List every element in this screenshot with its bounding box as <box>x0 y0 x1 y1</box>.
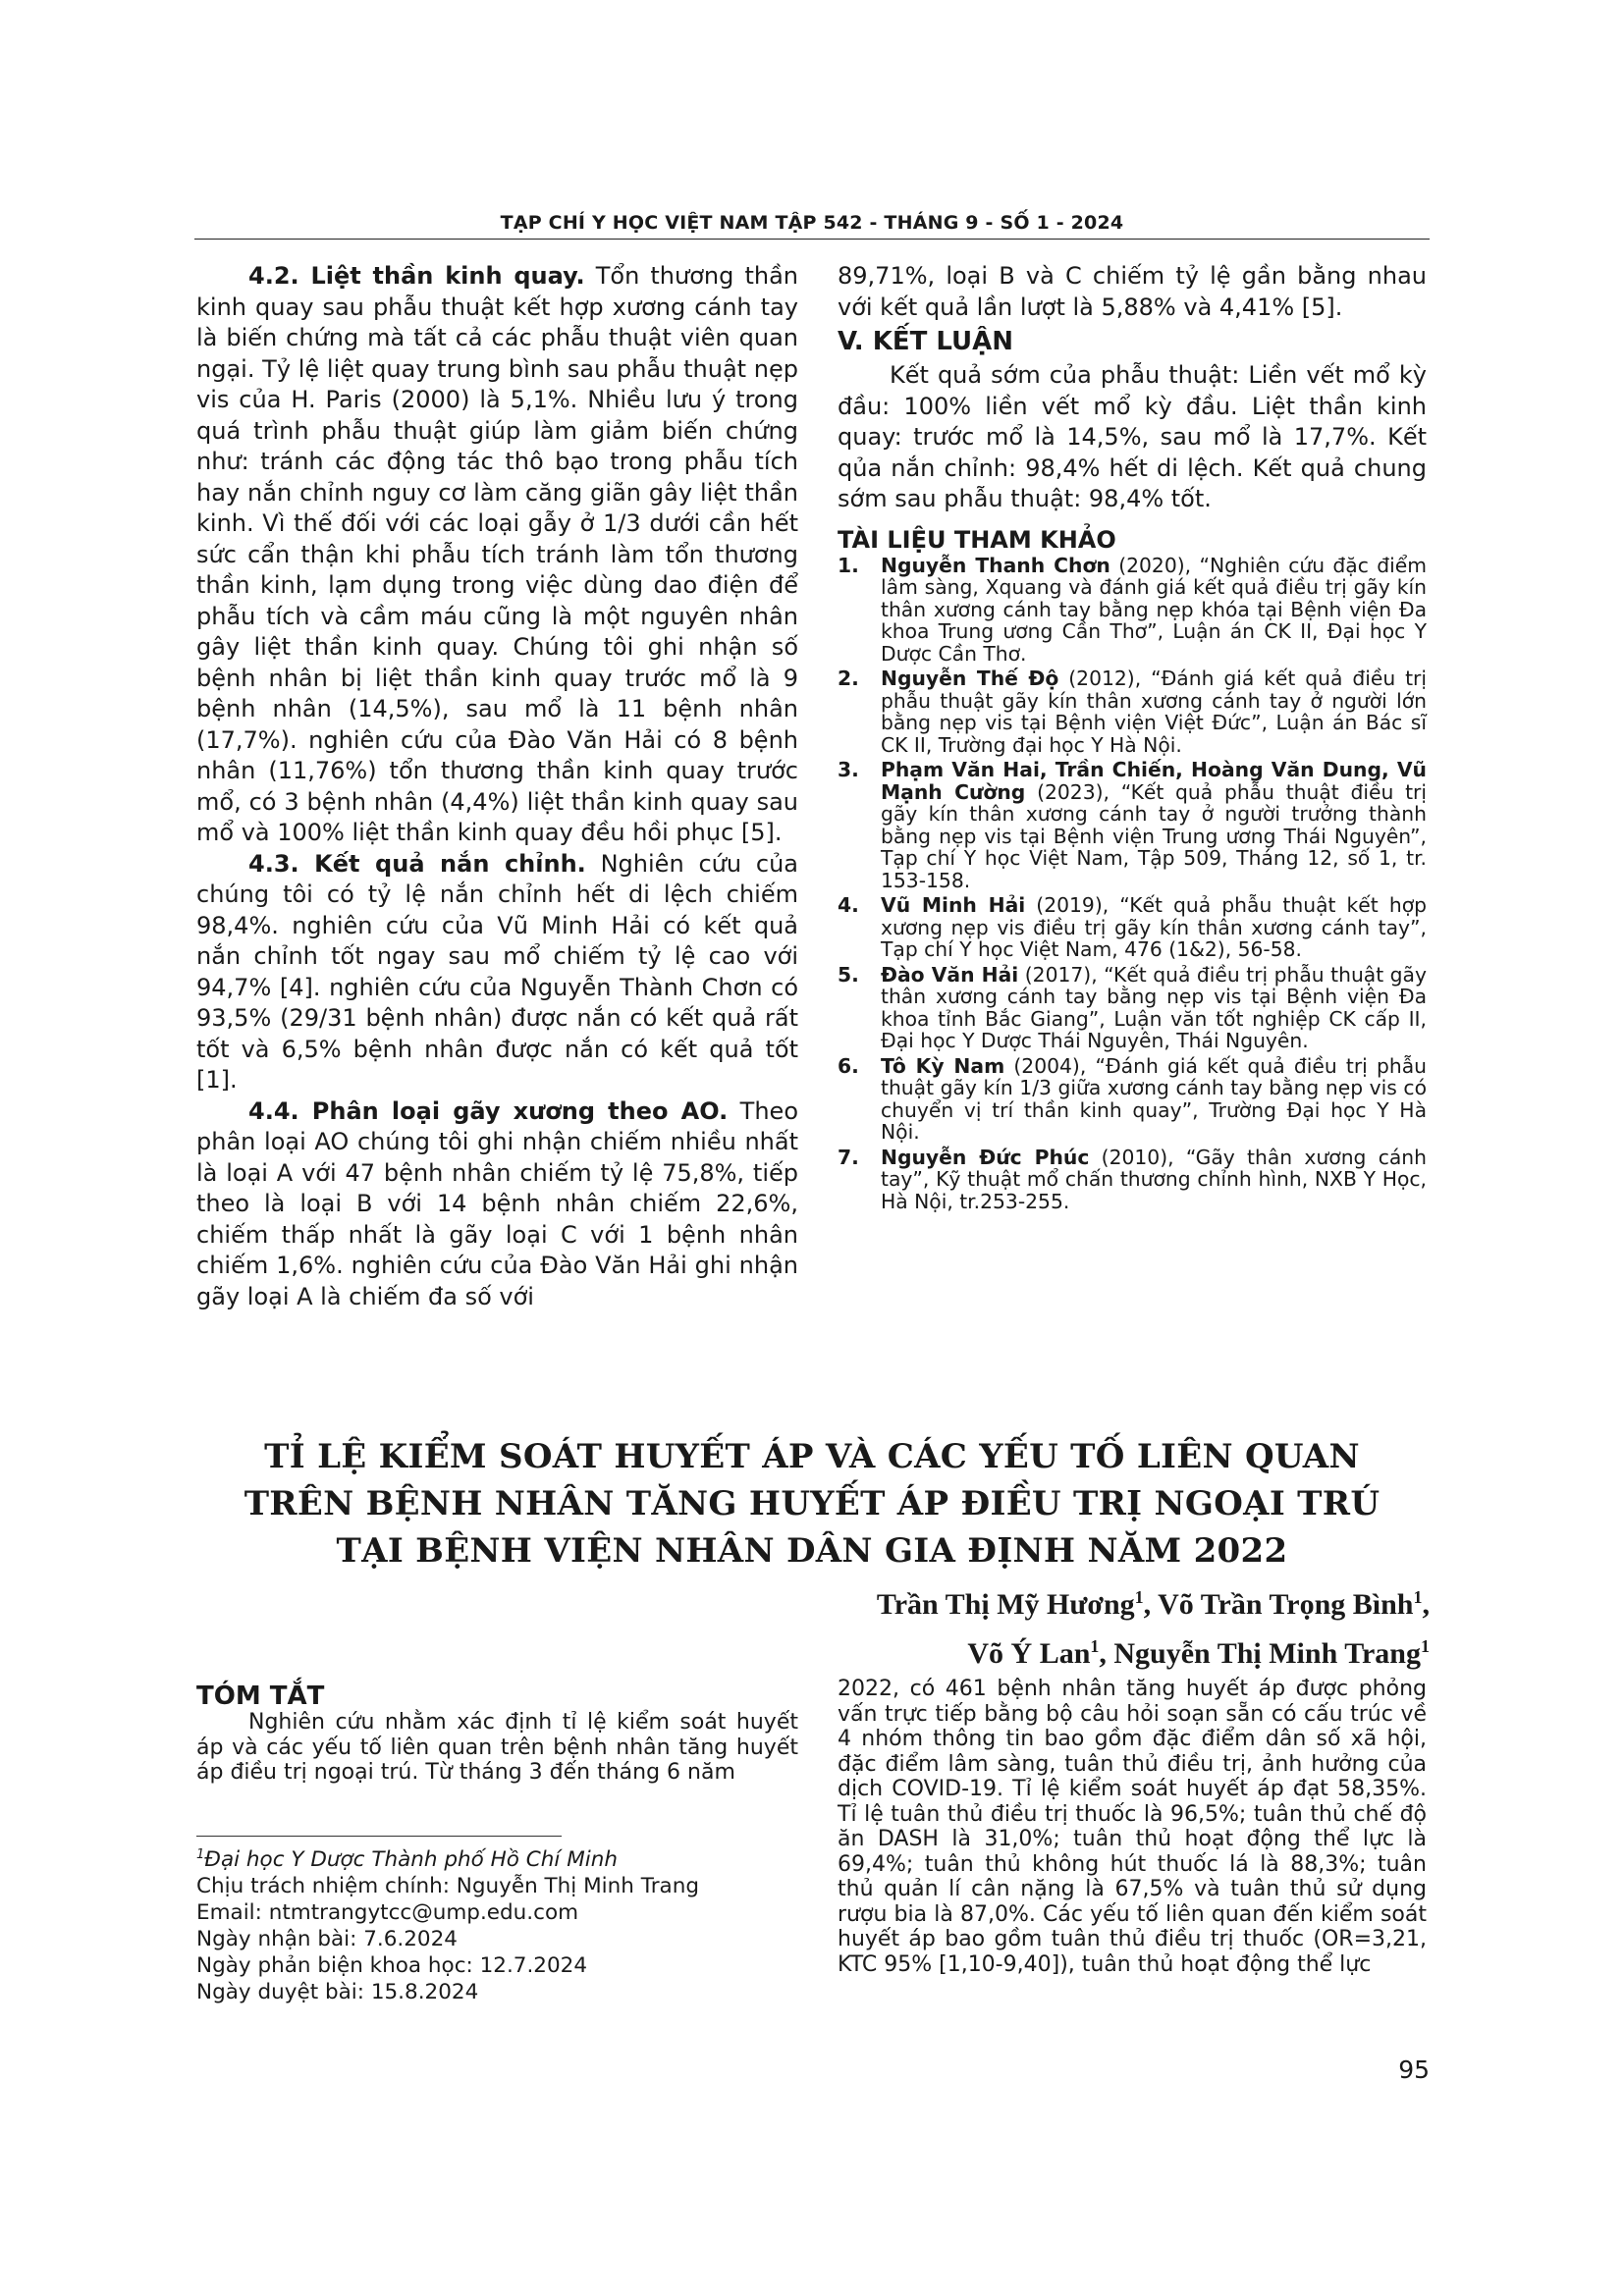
author-separator: , <box>1422 1588 1430 1621</box>
reference-number: 2. <box>838 667 859 690</box>
page-number: 95 <box>1398 2056 1430 2084</box>
author-separator: , <box>1143 1588 1159 1621</box>
section-4-3-body: Nghiên cứu của chúng tôi có tỷ lệ nắn chỉnh hết di lệch chiếm 98,4%. nghiên cứu của Vũ Minh Hải có kết quả nắn chỉnh tốt ngay sau mổ chiếm tỷ lệ cao với 94,7% [4]. nghiên cứu của Nguyễn Thành Chơn có 93,5% (29/31 bệnh nhân) được nắn có kết quả rất tốt và 6,5% bệnh nhân được nắn có kết quả tốt [1]. <box>196 849 798 1094</box>
affiliation-mark: 1 <box>196 1847 205 1862</box>
author-name: Nguyễn Thị Minh Trang <box>1113 1637 1421 1670</box>
left-column <box>196 261 798 1312</box>
section-4-4-heading: 4.4. Phân loại gãy xương theo AO. <box>248 1096 729 1125</box>
corresponding-author: Chịu trách nhiệm chính: Nguyễn Thị Minh Trang <box>196 1874 699 1899</box>
author-name: Võ Ý Lan <box>967 1637 1091 1670</box>
abstract-text-right: 2022, có 461 bệnh nhân tăng huyết áp được phỏng vấn trực tiếp bằng bộ câu hỏi soạn sẵn có cấu trúc về 4 nhóm thông tin bao gồm đặc điểm dân số xã hội, đặc điểm lâm sàng, tuân thủ điều trị, ảnh hưởng của dịch COVID-19. Tỉ lệ kiểm soát huyết áp đạt 58,35%. Tỉ lệ tuân thủ điều trị thuốc là 96,5%; tuân thủ chế độ ăn DASH là 31,0%; tuân thủ hoạt động thể lực là 69,4%; tuân thủ không hút thuốc lá là 88,3%; tuân thủ quản lí cân nặng là 67,5% và tuân thủ sử dụng rượu bia là 87,0%. Các yếu tố liên quan đến kiểm soát huyết áp bao gồm tuân thủ điều trị thuốc (OR=3,21, KTC 95% [1,10-9,40]), tuân thủ hoạt động thể lực <box>838 1677 1427 1977</box>
reference-number: 1. <box>838 553 859 577</box>
reference-author: Đào Văn Hải <box>881 962 1019 987</box>
reference-text: (2012), “Đánh giá kết quả điều trị phẫu thuật gãy kín thân xương cánh tay ở người lớn bằng nẹp vis tại Bệnh viện Việt Đức”, Luận án Bác sĩ CK II, Trường đại học Y Hà Nội. <box>881 667 1428 757</box>
reference-number: 6. <box>838 1053 859 1078</box>
continued-text: 89,71%, loại B và C chiếm tỷ lệ gần bằng nhau với kết quả lần lượt là 5,88% và 4,41% [5]. <box>838 262 1427 321</box>
footnote <box>196 1842 798 2005</box>
reference-item <box>838 555 1427 666</box>
section-4-4 <box>196 1096 798 1313</box>
email: Email: ntmtrangytcc@ump.edu.com <box>196 1900 579 1926</box>
section-4-2 <box>196 261 798 849</box>
section-4-4-body: Theo phân loại AO chúng tôi ghi nhận chiếm nhiều nhất là loại A với 47 bệnh nhân chiếm tỷ lệ 75,8%, tiếp theo là loại B với 14 bệnh nhân chiếm 22,6%, chiếm thấp nhất là gãy loại C với 1 bệnh nhân chiếm 1,6%. nghiên cứu của Đào Văn Hải ghi nhận gãy loại A là chiếm đa số với <box>196 1096 798 1310</box>
author-list <box>742 1576 1430 1675</box>
reference-text: (2019), “Kết quả phẫu thuật kết hợp xương nẹp vis điều trị gãy kín thân xương cánh tay”, Tạp chí Y học Việt Nam, 476 (1&2), 56-58. <box>881 893 1427 961</box>
section-4-3 <box>196 849 798 1096</box>
right-column <box>838 261 1427 1215</box>
conclusion-body: Kết quả sớm của phẫu thuật: Liền vết mổ kỳ đầu: 100% liền vết mổ kỳ đầu. Liệt thần kinh quay: trước mổ là 14,5%, sau mổ là 17,7%. Kết qủa nắn chỉnh: 98,4% hết di lệch. Kết quả chung sớm sau phẫu thuật: 98,4% tốt. <box>838 361 1427 512</box>
affiliation <box>196 1842 798 1873</box>
reference-text: (2004), “Đánh giá kết quả điều trị phẫu thuật gãy kín 1/3 giữa xương cánh tay bằng nẹp vis có chuyển vị trí thần kinh quay”, Trường Đại học Y Hà Nội. <box>881 1053 1427 1144</box>
abstract-text-left: Nghiên cứu nhằm xác định tỉ lệ kiểm soát huyết áp và các yếu tố liên quan trên bệnh nhân tăng huyết áp điều trị ngoại trú. Từ tháng 3 đến tháng 6 năm <box>196 1710 798 1785</box>
section-4-3-heading: 4.3. Kết quả nắn chỉnh. <box>248 849 586 878</box>
author-affiliation-mark: 1 <box>1421 1636 1430 1656</box>
reference-number: 5. <box>838 962 859 987</box>
author-affiliation-mark: 1 <box>1090 1636 1100 1656</box>
reference-text: (2023), “Kết quả phẫu thuật điều trị gãy kín thân xương cánh tay ở người trưởng thành bằng nẹp vis tại Bệnh viện Trung ương Thái Nguyên”, Tạp chí Y học Việt Nam, Tập 509, Tháng 12, số 1, tr. 153-158. <box>881 779 1427 892</box>
reference-author: Nguyễn Đức Phúc <box>881 1145 1090 1169</box>
reference-number: 3. <box>838 758 859 781</box>
affiliation-text: Đại học Y Dược Thành phố Hồ Chí Minh <box>204 1847 618 1873</box>
date-reviewed: Ngày phản biện khoa học: 12.7.2024 <box>196 1953 588 1979</box>
author-affiliation-mark: 1 <box>1134 1587 1144 1607</box>
reference-item <box>838 1147 1427 1213</box>
article-title-line: TRÊN BỆNH NHÂN TĂNG HUYẾT ÁP ĐIỀU TRỊ NGOẠI TRÚ <box>244 1484 1380 1523</box>
reference-author: Tô Kỳ Nam <box>881 1053 1005 1078</box>
abstract-heading: TÓM TẮT <box>196 1682 325 1711</box>
author-name: Trần Thị Mỹ Hương <box>876 1588 1135 1621</box>
reference-list <box>838 555 1427 1213</box>
author-separator: , <box>1099 1637 1114 1670</box>
reference-author: Nguyễn Thanh Chơn <box>881 553 1110 577</box>
reference-number: 4. <box>838 893 859 917</box>
article-title-line: TẠI BỆNH VIỆN NHÂN DÂN GIA ĐỊNH NĂM 2022 <box>336 1531 1288 1571</box>
article-title-line: TỈ LỆ KIỂM SOÁT HUYẾT ÁP VÀ CÁC YẾU TỐ LIÊN QUAN <box>264 1437 1360 1476</box>
reference-author: Nguyễn Thế Độ <box>881 667 1059 690</box>
reference-item <box>838 964 1427 1052</box>
date-received: Ngày nhận bài: 7.6.2024 <box>196 1927 458 1952</box>
author-affiliation-mark: 1 <box>1413 1587 1423 1607</box>
reference-item <box>838 667 1427 756</box>
reference-text: (2020), “Nghiên cứu đặc điểm lâm sàng, Xquang và đánh giá kết quả điều trị gãy kín thân xương cánh tay bằng nẹp khóa tại Bệnh viện Đa khoa Trung ương Cần Thơ”, Luận án CK II, Đại học Y Dược Cần Thơ. <box>881 553 1427 666</box>
reference-item <box>838 894 1427 961</box>
references-heading: TÀI LIỆU THAM KHẢO <box>838 525 1116 554</box>
reference-text: (2010), “Gãy thân xương cánh tay”, Kỹ thuật mổ chấn thương chỉnh hình, NXB Y Học, Hà Nội, tr.253-255. <box>881 1145 1428 1213</box>
author-name: Võ Trần Trọng Bình <box>1158 1588 1414 1621</box>
reference-item <box>838 759 1427 891</box>
section-4-2-body: Tổn thương thần kinh quay sau phẫu thuật kết hợp xương cánh tay là biến chứng mà tất cả các phẫu thuật viên quan ngại. Tỷ lệ liệt quay trung bình sau phẫu thuật nẹp vis của H. Paris (2000) là 5,1%. Nhiều lưu ý trong quá trình phẫu thuật giúp làm giảm biến chứng như: tránh các động tác thô bạo trong phẫu tích hay nắn chỉnh nguy cơ làm căng giãn gây liệt thần kinh. Vì thế đối với các loại gẫy ở 1/3 dưới cần hết sức cẩn thận khi phẫu tích tránh làm tổn thương thần kinh, lạm dụng trong việc dùng dao điện để phẫu tích và cầm máu cũng là một nguyên nhân gây liệt thần kinh quay. Chúng tôi ghi nhận số bệnh nhân bị liệt thần kinh quay trước mổ là 9 bệnh nhân (14,5%), sau mổ là 11 bệnh nhân (17,7%). nghiên cứu của Đào Văn Hải có 8 bệnh nhân (11,76%) tổn thương thần kinh quay trước mổ, có 3 bệnh nhân (4,4%) liệt thần kinh quay sau mổ và 100% liệt thần kinh quay đều hồi phục [5]. <box>196 262 798 846</box>
section-4-2-heading: 4.2. Liệt thần kinh quay. <box>248 262 585 290</box>
header-rule <box>194 239 1430 240</box>
footnote-rule <box>196 1836 562 1837</box>
reference-text: (2017), “Kết quả điều trị phẫu thuật gãy thân xương cánh tay bằng nẹp vis tại Bệnh viện Đa khoa tỉnh Bắc Giang”, Luận văn tốt nghiệp CK cấp II, Đại học Y Dược Thái Nguyên, Thái Nguyên. <box>881 962 1427 1052</box>
reference-author: Vũ Minh Hải <box>881 893 1026 917</box>
running-head: TẠP CHÍ Y HỌC VIỆT NAM TẬP 542 - THÁNG 9 - SỐ 1 - 2024 <box>500 212 1124 234</box>
author-line <box>742 1576 1430 1626</box>
conclusion-heading: V. KẾT LUẬN <box>838 327 1014 356</box>
date-accepted: Ngày duyệt bài: 15.8.2024 <box>196 1980 479 2005</box>
reference-number: 7. <box>838 1145 859 1169</box>
reference-item <box>838 1055 1427 1144</box>
article-title <box>194 1433 1430 1575</box>
reference-author: Phạm Văn Hai, Trần Chiến, Hoàng Văn Dung, Vũ Mạnh Cường <box>881 758 1427 804</box>
author-line <box>742 1626 1430 1675</box>
